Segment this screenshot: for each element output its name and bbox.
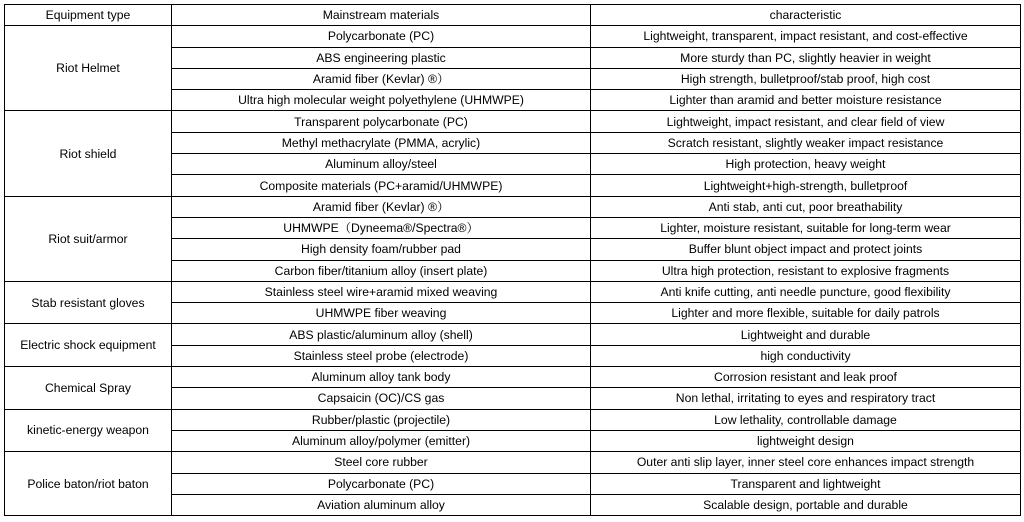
- material-cell: Steel core rubber: [172, 452, 591, 473]
- material-cell: Composite materials (PC+aramid/UHMWPE): [172, 175, 591, 196]
- material-cell: Capsaicin (OC)/CS gas: [172, 388, 591, 409]
- material-cell: Transparent polycarbonate (PC): [172, 111, 591, 132]
- table-row: [5, 324, 1021, 345]
- characteristic-cell: High protection, heavy weight: [591, 154, 1021, 175]
- material-cell: Aramid fiber (Kevlar) ®）: [172, 68, 591, 89]
- table-row: [5, 281, 1021, 302]
- material-cell: ABS plastic/aluminum alloy (shell): [172, 324, 591, 345]
- characteristic-cell: Scratch resistant, slightly weaker impact resistance: [591, 132, 1021, 153]
- table-row: [5, 367, 1021, 388]
- material-cell: Ultra high molecular weight polyethylene (UHMWPE): [172, 90, 591, 111]
- table-row: [5, 111, 1021, 132]
- characteristic-cell: Outer anti slip layer, inner steel core enhances impact strength: [591, 452, 1021, 473]
- material-cell: Stainless steel wire+aramid mixed weaving: [172, 281, 591, 302]
- material-cell: Polycarbonate (PC): [172, 26, 591, 47]
- characteristic-cell: More sturdy than PC, slightly heavier in weight: [591, 47, 1021, 68]
- material-cell: Rubber/plastic (projectile): [172, 409, 591, 430]
- characteristic-cell: Anti stab, anti cut, poor breathability: [591, 196, 1021, 217]
- material-cell: Methyl methacrylate (PMMA, acrylic): [172, 132, 591, 153]
- characteristic-cell: lightweight design: [591, 430, 1021, 451]
- characteristic-cell: Buffer blunt object impact and protect joints: [591, 239, 1021, 260]
- material-cell: Carbon fiber/titanium alloy (insert plate): [172, 260, 591, 281]
- material-cell: Aluminum alloy tank body: [172, 367, 591, 388]
- material-cell: UHMWPE fiber weaving: [172, 303, 591, 324]
- characteristic-cell: Lightweight, impact resistant, and clear field of view: [591, 111, 1021, 132]
- materials-table: [4, 4, 1021, 516]
- table-row: [5, 452, 1021, 473]
- material-cell: Aramid fiber (Kevlar) ®）: [172, 196, 591, 217]
- characteristic-cell: Lighter and more flexible, suitable for daily patrols: [591, 303, 1021, 324]
- material-cell: High density foam/rubber pad: [172, 239, 591, 260]
- equipment-type-cell: kinetic-energy weapon: [5, 409, 172, 452]
- equipment-type-cell: Riot shield: [5, 111, 172, 196]
- characteristic-cell: Corrosion resistant and leak proof: [591, 367, 1021, 388]
- table-row: [5, 26, 1021, 47]
- characteristic-cell: high conductivity: [591, 345, 1021, 366]
- table-body: [5, 5, 1021, 516]
- table-row: [5, 409, 1021, 430]
- equipment-type-cell: Riot suit/armor: [5, 196, 172, 281]
- header-mainstream-materials: Mainstream materials: [172, 5, 591, 26]
- material-cell: Aviation aluminum alloy: [172, 494, 591, 515]
- header-characteristic: characteristic: [591, 5, 1021, 26]
- material-cell: Aluminum alloy/polymer (emitter): [172, 430, 591, 451]
- characteristic-cell: Scalable design, portable and durable: [591, 494, 1021, 515]
- characteristic-cell: Lighter than aramid and better moisture resistance: [591, 90, 1021, 111]
- material-cell: Aluminum alloy/steel: [172, 154, 591, 175]
- characteristic-cell: Anti knife cutting, anti needle puncture, good flexibility: [591, 281, 1021, 302]
- characteristic-cell: Lighter, moisture resistant, suitable for long-term wear: [591, 217, 1021, 238]
- material-cell: ABS engineering plastic: [172, 47, 591, 68]
- header-row: [5, 5, 1021, 26]
- material-cell: UHMWPE（Dyneema®/Spectra®）: [172, 217, 591, 238]
- characteristic-cell: Lightweight+high-strength, bulletproof: [591, 175, 1021, 196]
- header-equipment-type: Equipment type: [5, 5, 172, 26]
- equipment-type-cell: Riot Helmet: [5, 26, 172, 111]
- table-row: [5, 196, 1021, 217]
- characteristic-cell: Lightweight and durable: [591, 324, 1021, 345]
- characteristic-cell: Transparent and lightweight: [591, 473, 1021, 494]
- characteristic-cell: Ultra high protection, resistant to explosive fragments: [591, 260, 1021, 281]
- equipment-type-cell: Electric shock equipment: [5, 324, 172, 367]
- equipment-type-cell: Stab resistant gloves: [5, 281, 172, 324]
- material-cell: Stainless steel probe (electrode): [172, 345, 591, 366]
- characteristic-cell: Non lethal, irritating to eyes and respiratory tract: [591, 388, 1021, 409]
- equipment-type-cell: Chemical Spray: [5, 367, 172, 410]
- characteristic-cell: Low lethality, controllable damage: [591, 409, 1021, 430]
- material-cell: Polycarbonate (PC): [172, 473, 591, 494]
- equipment-type-cell: Police baton/riot baton: [5, 452, 172, 516]
- characteristic-cell: Lightweight, transparent, impact resistant, and cost-effective: [591, 26, 1021, 47]
- characteristic-cell: High strength, bulletproof/stab proof, high cost: [591, 68, 1021, 89]
